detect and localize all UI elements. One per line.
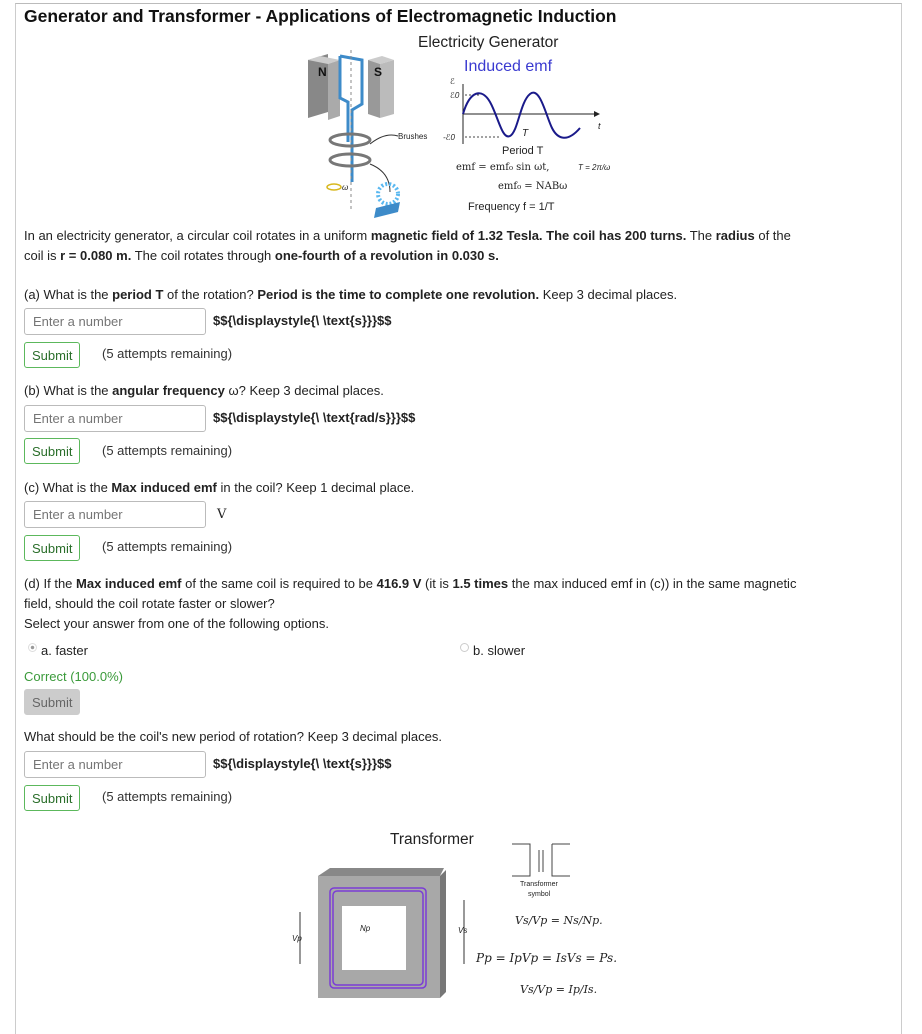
vs-label: Vs (458, 926, 468, 935)
result-correct: Correct (100.0%) (24, 669, 123, 684)
generator-diagram (290, 32, 630, 222)
emf-formula: emf = emf₀ sin ωt, (456, 162, 550, 173)
period-label: Period T (502, 145, 544, 157)
question-b: (b) What is the angular frequency ω? Keep 3 decimal places. (24, 383, 384, 398)
transformer-diagram (290, 828, 650, 1008)
symbol-label-2: symbol (528, 891, 551, 898)
answer-a-input[interactable] (24, 308, 206, 335)
transformer-figure (290, 828, 630, 1008)
answer-c-unit: V (217, 507, 227, 522)
light-bulb-icon (378, 184, 398, 204)
rotation-icon (327, 184, 341, 190)
emf0-formula: emf₀ = NABω (498, 181, 568, 192)
submit-e-button[interactable]: Submit (24, 785, 80, 811)
generator-caption: Electricity Generator (418, 34, 559, 51)
question-e: What should be the coil's new period of rotation? Keep 3 decimal places. (24, 729, 443, 744)
attempts-b: (5 attempts remaining) (102, 443, 233, 458)
transformer-core-icon (318, 868, 446, 998)
y-axis-label: ℰ (450, 77, 455, 86)
answer-c-input[interactable] (24, 501, 206, 528)
transformer-caption: Transformer (390, 831, 474, 848)
question-d: (d) If the Max induced emf of the same coil is required to be 416.9 V (it is 1.5 times the max induced emf in (c)) in the same magnetic field, should the coil rotate faster or slower? Select your answer from one of the following options. (24, 576, 797, 631)
transformer-symbol-icon (512, 844, 570, 876)
page-title: Generator and Transformer - Applications of Electromagnetic Induction (24, 6, 617, 26)
option-a-faster[interactable]: a. faster (28, 641, 88, 661)
induced-emf-title: Induced emf (464, 58, 553, 75)
e0-label: ℰ0 (450, 91, 460, 100)
problem-statement: In an electricity generator, a circular coil rotates in a uniform magnetic field of 1.32 Tesla. The coil has 200 turns. The radius of the coil is r = 0.080 m. The coil rotates through one-fourth of a revolution in 0.030 s. (24, 228, 791, 263)
question-a: (a) What is the period T of the rotation? Period is the time to complete one revolution. Keep 3 decimal places. (24, 287, 678, 302)
period-formula: T = 2π/ω (578, 163, 611, 172)
radio-a[interactable] (28, 643, 37, 652)
frequency-formula: Frequency f = 1/T (468, 201, 555, 213)
x-axis-label: t (598, 121, 601, 131)
neg-e0-label: -ℰ0 (443, 133, 455, 142)
submit-b-button[interactable]: Submit (24, 438, 80, 464)
slip-ring (330, 134, 370, 146)
attempts-c: (5 attempts remaining) (102, 539, 233, 554)
voltage-ratio-equation: Vs/Vp = Ns/Np. (515, 914, 603, 927)
magnet-s-label: S (374, 65, 383, 79)
symbol-label: Transformer (520, 881, 558, 888)
submit-c-button[interactable]: Submit (24, 535, 80, 561)
answer-b-input[interactable] (24, 405, 206, 432)
power-equation: Pp = IpVp = IsVs = Ps. (476, 951, 618, 965)
vp-label: Vp (292, 934, 302, 943)
slip-ring (330, 154, 370, 166)
submit-a-button[interactable]: Submit (24, 342, 80, 368)
option-b-slower[interactable]: b. slower (460, 641, 525, 661)
radio-b[interactable] (460, 643, 469, 652)
brushes-label: Brushes (398, 132, 428, 141)
submit-d-button: Submit (24, 689, 80, 715)
generator-figure (290, 32, 610, 222)
attempts-a: (5 attempts remaining) (102, 346, 233, 361)
question-c: (c) What is the Max induced emf in the coil? Keep 1 decimal place. (24, 480, 415, 495)
answer-b-unit: $${\displaystyle{\ \text{rad/s}}}$$ (213, 410, 416, 425)
answer-e-input[interactable] (24, 751, 206, 778)
t-label: T (522, 128, 529, 139)
current-ratio-equation: Vs/Vp = Ip/Is. (520, 983, 598, 996)
magnet-n-label: N (318, 65, 327, 79)
np-label: Np (360, 924, 371, 933)
answer-a-unit: $${\displaystyle{\ \text{s}}}$$ (213, 313, 392, 328)
answer-e-unit: $${\displaystyle{\ \text{s}}}$$ (213, 756, 392, 771)
attempts-e: (5 attempts remaining) (102, 789, 233, 804)
omega-label: ω (342, 183, 349, 192)
